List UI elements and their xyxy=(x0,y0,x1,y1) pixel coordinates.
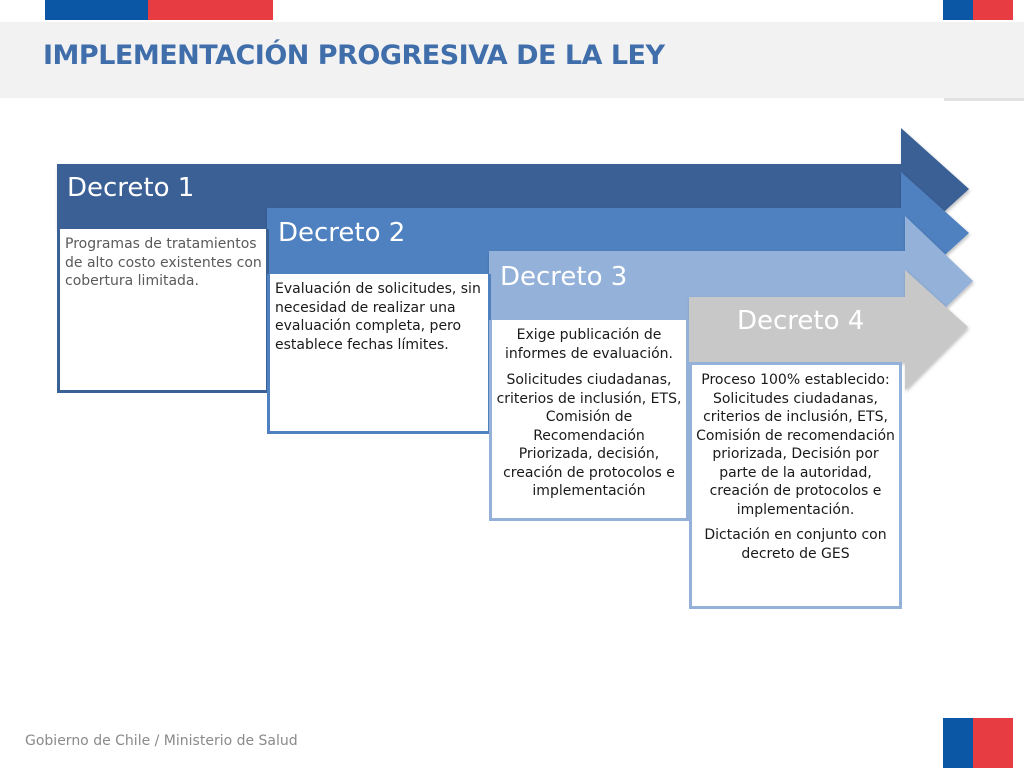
decreto-4-title: Decreto 4 xyxy=(737,306,865,336)
footer-flag-blue xyxy=(943,718,973,768)
decreto-2-text: Evaluación de solicitudes, sin necesidad de realizar una evaluación completa, pero establece fechas límites. xyxy=(275,281,481,353)
decreto-3-text-2: Solicitudes ciudadanas, criterios de inclusión, ETS, Comisión de Recomendación Priorizada, decisión, creación de protocolos e implementación xyxy=(496,372,682,499)
decreto-4-text-2: Dictación en conjunto con decreto de GES xyxy=(704,527,887,562)
page-title: IMPLEMENTACIÓN PROGRESIVA DE LA LEY xyxy=(43,40,665,71)
decreto-2-title: Decreto 2 xyxy=(278,218,406,248)
decreto-1-box xyxy=(57,229,269,393)
footer-text: Gobierno de Chile / Ministerio de Salud xyxy=(25,733,298,749)
decreto-1-title: Decreto 1 xyxy=(67,173,195,203)
decreto-1-text: Programas de tratamientos de alto costo existentes con cobertura limitada. xyxy=(65,236,262,289)
decreto-4-box xyxy=(689,362,902,609)
footer-flag-red xyxy=(973,718,1013,768)
decreto-3-title: Decreto 3 xyxy=(500,262,628,292)
decreto-3-box xyxy=(489,320,689,521)
decreto-3-text-1: Exige publicación de informes de evaluación. xyxy=(504,327,673,362)
decreto-2-box xyxy=(267,274,491,434)
decreto-4-text-1: Proceso 100% establecido: Solicitudes ciudadanas, criterios de inclusión, ETS, Comisión de recomendación priorizada, Decisión por parte de la autoridad, creación de protocolos e implementación. xyxy=(696,372,895,518)
